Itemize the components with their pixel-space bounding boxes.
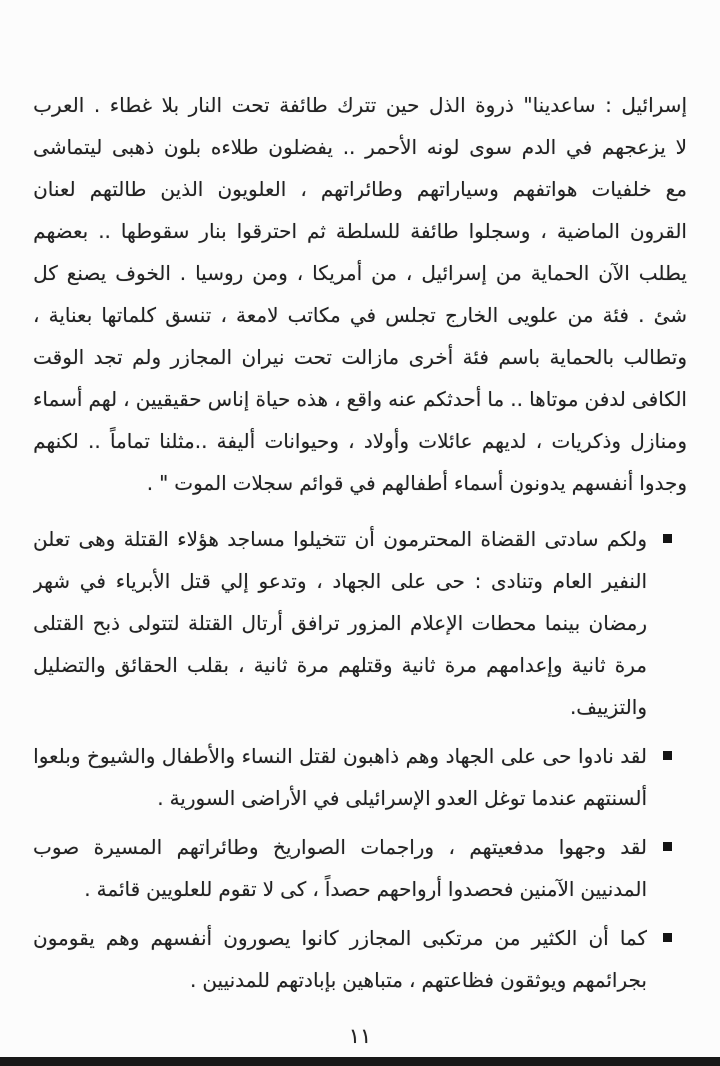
word: للعلويين: [146, 877, 213, 901]
word: إناس: [207, 387, 250, 411]
word: الخوف: [115, 261, 171, 285]
word: أحدثكم: [422, 387, 482, 411]
bullet-item: [33, 518, 687, 728]
word: الكافى: [631, 387, 687, 411]
word: الإسرائيلى: [345, 786, 431, 810]
word: غطاء: [109, 93, 153, 117]
text-line: [33, 917, 647, 959]
word: والأطفال: [161, 744, 236, 768]
word: وهم: [105, 926, 140, 950]
word: والتضليل: [33, 653, 106, 677]
word: وبلعوا: [33, 744, 81, 768]
word: المجازر: [349, 926, 412, 950]
word: ،: [238, 653, 245, 677]
word: وسجلوا: [468, 219, 531, 243]
word: علويى: [507, 303, 559, 327]
word: تعلن: [33, 527, 71, 551]
word: الكثير: [531, 926, 578, 950]
word: طلاءه: [210, 135, 259, 159]
word: سجلات: [232, 471, 294, 495]
word: للمدنيين: [202, 968, 270, 992]
word: وتطالب: [623, 345, 687, 369]
bullet-square-icon: [663, 933, 672, 942]
word: أرواحهم: [376, 877, 442, 901]
word: سوى: [469, 135, 512, 159]
word: وذكريات: [551, 429, 622, 453]
word: نيران: [241, 345, 285, 369]
word: ثانية: [401, 653, 436, 677]
word: بقلب: [186, 653, 229, 677]
word: حى: [435, 569, 465, 593]
word: أنفسهم: [150, 926, 213, 950]
word: وقتلهم: [338, 653, 393, 677]
word: وسياراتهم: [416, 177, 499, 201]
word: من: [567, 303, 594, 327]
word: حين: [385, 93, 420, 117]
word: الماضية: [556, 219, 620, 243]
word: مدفعيتهم: [469, 835, 545, 859]
word: ..: [88, 429, 101, 453]
word: عندما: [531, 786, 577, 810]
word: ..: [510, 387, 523, 411]
word: وطائراتهم: [320, 177, 403, 201]
word: العدو: [436, 786, 479, 810]
word: مع: [665, 177, 687, 201]
bullet-item: [33, 826, 687, 910]
word: بنار: [199, 219, 227, 243]
word: تماماً: [109, 429, 150, 453]
word: ثانية: [571, 653, 606, 677]
word: الدم: [521, 135, 557, 159]
word: القضاة: [480, 527, 537, 551]
word: من: [371, 261, 397, 285]
word: المحترمون: [383, 527, 473, 551]
word: النفير: [602, 569, 647, 593]
word: أنفسهم: [571, 471, 634, 495]
word: الحماية: [530, 261, 590, 285]
word: مرة: [614, 653, 647, 677]
word: ليتماشى: [33, 135, 103, 159]
word: محطات: [471, 611, 537, 635]
text-line: [33, 378, 687, 420]
word: أن: [354, 527, 375, 551]
word: :: [474, 569, 482, 593]
word: رمضان: [588, 611, 647, 635]
word: أطفالهم: [381, 471, 448, 495]
text-line: [33, 602, 647, 644]
word: أمريكا: [312, 261, 363, 285]
word: كانوا: [301, 926, 339, 950]
text-line: [33, 777, 647, 819]
word: .: [638, 303, 645, 327]
word: الأحمر: [365, 135, 418, 159]
word: في: [565, 135, 593, 159]
text-line: [33, 686, 647, 728]
word: مرة: [296, 653, 329, 677]
word: يدونون: [509, 471, 566, 495]
word: مساجد: [227, 527, 285, 551]
word: ،: [296, 261, 304, 285]
bullet-square-icon: [663, 534, 672, 543]
word: ومن: [252, 261, 288, 285]
text-line: [33, 560, 647, 602]
word: أرتال: [241, 611, 283, 635]
word: واقع: [346, 387, 383, 411]
word: الأبرياء: [115, 569, 171, 593]
word: عنه: [388, 387, 417, 411]
bullet-gutter: [647, 735, 687, 819]
word: لعنان: [33, 177, 76, 201]
word: الإعلام: [409, 611, 464, 635]
word: ومنازل: [630, 429, 687, 453]
word: يقومون: [33, 926, 95, 950]
bullet-square-icon: [663, 842, 672, 851]
word: بلون: [163, 135, 202, 159]
word: بعضهم: [33, 219, 89, 243]
word: الآمنين: [519, 877, 575, 901]
word: المدنيين: [580, 877, 647, 901]
bullet-text: [33, 917, 647, 1001]
word: ..: [98, 219, 111, 243]
word: ساعدينا": [523, 93, 596, 117]
word: هواتفهم: [512, 177, 578, 201]
word: من: [495, 261, 522, 285]
word: بلا: [161, 93, 180, 117]
text-line: [33, 84, 687, 126]
word: هذه: [296, 387, 329, 411]
bullet-gutter: [647, 518, 687, 728]
text-line: [33, 959, 647, 1001]
word: لونه: [426, 135, 460, 159]
word: ثم: [307, 219, 326, 243]
word: في: [79, 569, 106, 593]
bottom-black-bar: [0, 1057, 720, 1066]
word: النار: [188, 93, 223, 117]
word: طائفة: [410, 219, 459, 243]
word: تترك: [337, 93, 377, 117]
text-line: [33, 644, 647, 686]
word: ويوثقون: [500, 968, 567, 992]
word: للسلطة: [335, 219, 401, 243]
text-line: [33, 126, 687, 168]
word: ذهبى: [112, 135, 155, 159]
word: .: [146, 471, 154, 495]
word: قتل: [180, 569, 211, 593]
word: العرب: [33, 93, 85, 117]
bullet-gutter: [647, 917, 687, 1001]
word: من: [494, 926, 521, 950]
word: ترافق: [291, 611, 340, 635]
word: خلفيات: [591, 177, 652, 201]
word: صوب: [33, 835, 80, 859]
word: .: [84, 877, 91, 901]
word: وإعدامهم: [486, 653, 563, 677]
word: قائمة: [96, 877, 141, 901]
word: يصورون: [223, 926, 291, 950]
bullet-text: [33, 518, 647, 728]
word: الخارج: [444, 303, 499, 327]
word: .: [157, 786, 164, 810]
word: .: [93, 93, 101, 117]
word: ذاهبون: [343, 744, 400, 768]
text-line: [33, 252, 687, 294]
word: ،: [312, 877, 319, 901]
word: .: [189, 968, 197, 992]
word: يطلب: [638, 261, 687, 285]
word: فئة: [602, 303, 629, 327]
word: ولم: [132, 345, 162, 369]
word: كى: [280, 877, 307, 901]
word: طائفة: [279, 93, 328, 117]
word: لديهم: [481, 429, 527, 453]
word: حصداً: [324, 877, 371, 901]
word: القرون: [629, 219, 687, 243]
word: سقوطها: [120, 219, 190, 243]
text-line: [33, 518, 647, 560]
word: وتدعو: [258, 569, 307, 593]
word: احترقوا: [236, 219, 298, 243]
word: إسرائيل: [421, 261, 487, 285]
word: الصواريخ: [272, 835, 346, 859]
text-line: [33, 420, 687, 462]
document-text: [33, 84, 687, 1008]
word: أسماء: [453, 471, 504, 495]
word: روسيا: [195, 261, 244, 285]
word: إلي: [220, 569, 249, 593]
word: ،: [540, 219, 547, 243]
word: على: [500, 744, 537, 768]
text-line: [33, 210, 687, 252]
word: فحصدوا: [447, 877, 514, 901]
word: متباهين: [342, 968, 403, 992]
word: وتنادى: [491, 569, 543, 593]
word: فظاعتهم: [421, 968, 494, 992]
word: مازالت: [341, 345, 400, 369]
word: أسماء: [33, 387, 83, 411]
word: ثانية: [253, 653, 288, 677]
word: كلماتها: [101, 303, 157, 327]
opening-paragraph: [33, 84, 687, 504]
word: ،: [405, 261, 413, 285]
word: كما: [619, 926, 647, 950]
word: العام: [552, 569, 593, 593]
word: :: [605, 93, 612, 117]
word: لامعة: [236, 303, 279, 327]
word: وأولاد: [363, 429, 409, 453]
word: تتخيلوا: [293, 527, 347, 551]
text-line: [33, 868, 647, 910]
word: القتلة: [187, 611, 234, 635]
bullet-text: [33, 826, 647, 910]
word: مرتكبى: [422, 926, 484, 950]
word: شئ: [653, 303, 687, 327]
word: تحت: [231, 93, 270, 117]
word: ،: [334, 387, 341, 411]
word: ذبح: [92, 611, 120, 635]
word: حقيقيين: [135, 387, 202, 411]
word: بينما: [544, 611, 581, 635]
word: ولكم: [606, 527, 647, 551]
word: حى: [542, 744, 572, 768]
text-line: [33, 826, 647, 868]
word: ..: [342, 135, 356, 159]
word: وجدوا: [639, 471, 687, 495]
word: وطائراتهم: [176, 835, 259, 859]
bullet-text: [33, 735, 647, 819]
word: ،: [316, 569, 323, 593]
word: كل: [33, 261, 58, 285]
word: الذل: [428, 93, 466, 117]
word: الجهاد: [332, 569, 382, 593]
word: ألسنتهم: [582, 786, 647, 810]
text-line: [33, 336, 687, 378]
word: ما: [487, 387, 505, 411]
word: القتلى: [33, 611, 85, 635]
word: ،: [408, 968, 416, 992]
word: توغل: [484, 786, 526, 810]
word: وراجمات: [360, 835, 435, 859]
word: حياة: [255, 387, 291, 411]
word: لهم: [88, 387, 118, 411]
word: لقد: [620, 744, 647, 768]
word: الموت: [174, 471, 227, 495]
word: طالتهم: [89, 177, 147, 201]
word: وجهوا: [558, 835, 606, 859]
bullet-square-icon: [663, 751, 672, 760]
page-number: ١١: [348, 1024, 372, 1048]
text-line: [33, 168, 687, 210]
word: الأراضى: [241, 786, 308, 810]
word: باسم: [498, 345, 541, 369]
word: .: [179, 261, 187, 285]
word: لقد: [620, 835, 647, 859]
word: ،: [123, 387, 130, 411]
word: شهر: [33, 569, 71, 593]
word: لا: [675, 135, 687, 159]
word: موتاها: [529, 387, 579, 411]
word: المسيرة: [93, 835, 163, 859]
word: أن: [588, 926, 609, 950]
word: المجازر: [170, 345, 233, 369]
word: تجلس: [385, 303, 436, 327]
bullet-gutter: [647, 826, 687, 910]
word: والشيوخ: [87, 744, 156, 768]
word: تقوم: [218, 877, 257, 901]
word: سادتى: [544, 527, 599, 551]
word: تنسق: [165, 303, 212, 327]
word: في: [313, 786, 340, 810]
word: ،: [33, 303, 40, 327]
word: وحيوانات: [264, 429, 339, 453]
word: على: [390, 569, 427, 593]
word: المزور: [348, 611, 402, 635]
word: تحت: [293, 345, 332, 369]
word: لا: [262, 877, 275, 901]
word: والتزييف.: [569, 695, 647, 719]
word: في: [349, 471, 376, 495]
word: الحقائق: [114, 653, 178, 677]
word: قوائم: [299, 471, 344, 495]
word: يفضلون: [268, 135, 333, 159]
text-line: [33, 294, 687, 336]
word: إسرائيل: [621, 93, 687, 117]
word: وهم: [405, 744, 440, 768]
text-line: [33, 735, 647, 777]
word: ،: [448, 835, 455, 859]
word: بإبادتهم: [275, 968, 337, 992]
word: بجرائمهم: [572, 968, 647, 992]
bullet-item: [33, 735, 687, 819]
word: ،: [348, 429, 355, 453]
word: النساء: [241, 744, 293, 768]
word: ..مثلنا: [159, 429, 208, 453]
bullet-item: [33, 917, 687, 1001]
word: فئة: [462, 345, 489, 369]
word: يزعجهم: [601, 135, 666, 159]
word: بعناية: [48, 303, 93, 327]
word: ": [159, 471, 169, 495]
word: يصنع: [66, 261, 107, 285]
word: هؤلاء: [177, 527, 219, 551]
bullet-list: [33, 518, 687, 1001]
word: أخرى: [408, 345, 454, 369]
word: ذروة: [475, 93, 514, 117]
word: في: [349, 303, 377, 327]
word: لدفن: [584, 387, 626, 411]
word: بالحماية: [549, 345, 615, 369]
word: لتتولى: [128, 611, 180, 635]
word: الوقت: [33, 345, 85, 369]
word: ،: [220, 303, 227, 327]
word: لقتل: [299, 744, 337, 768]
word: الآن: [598, 261, 630, 285]
word: الجهاد: [445, 744, 495, 768]
word: الذين: [160, 177, 204, 201]
word: تجد: [93, 345, 123, 369]
word: السورية: [169, 786, 236, 810]
word: ،: [300, 177, 307, 201]
word: أليفة: [216, 429, 256, 453]
word: عائلات: [418, 429, 473, 453]
word: ،: [535, 429, 543, 453]
word: القتلة: [123, 527, 169, 551]
text-line: [33, 462, 687, 504]
word: العلويون: [217, 177, 287, 201]
word: لكنهم: [33, 429, 79, 453]
word: مرة: [444, 653, 477, 677]
word: نادوا: [578, 744, 614, 768]
word: مكاتب: [287, 303, 341, 327]
word: وهى: [78, 527, 116, 551]
